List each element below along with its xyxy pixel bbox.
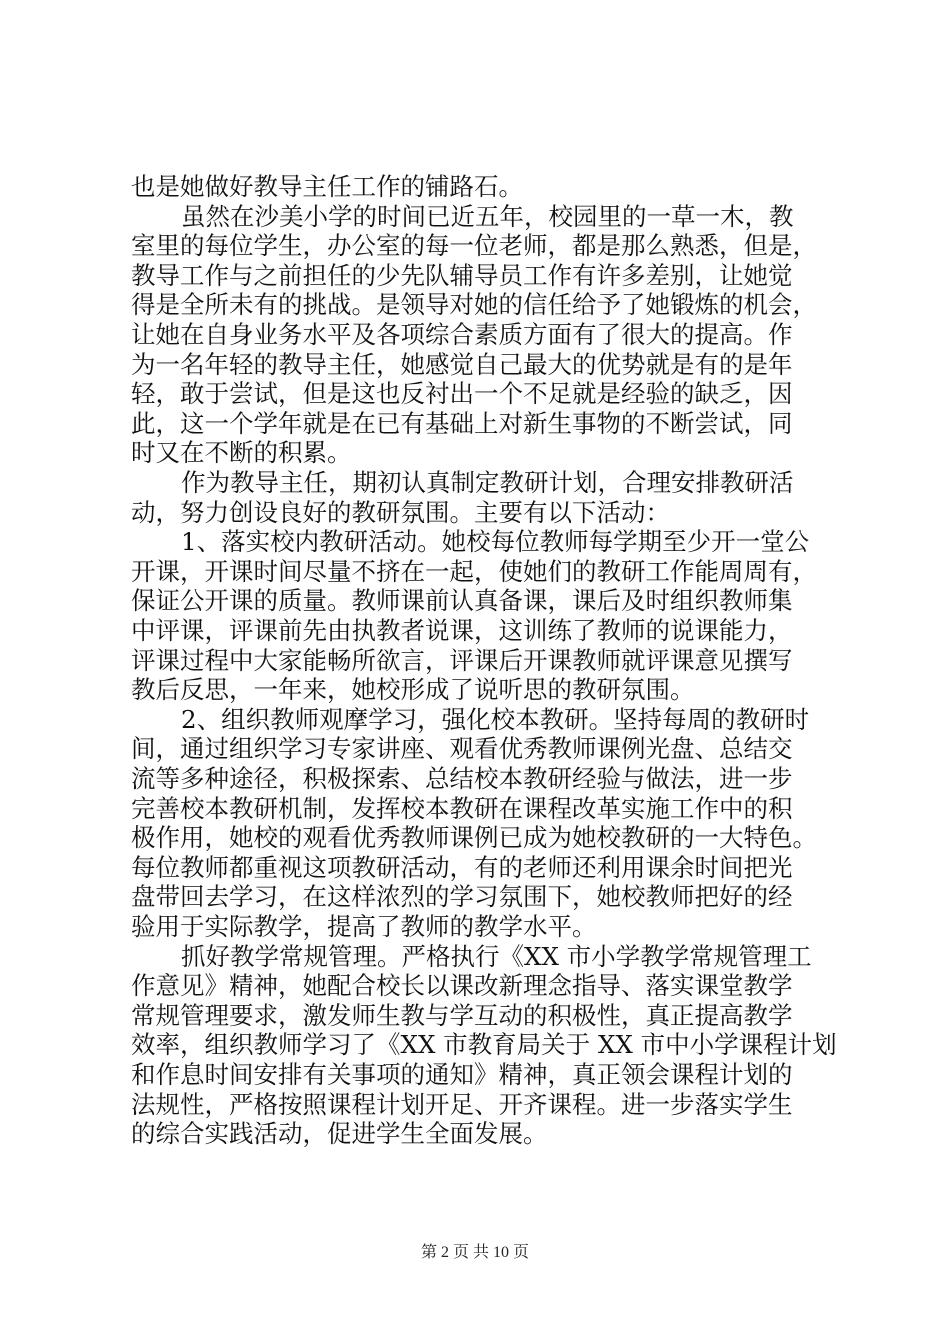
- text-line: 效率，组织教师学习了《XX 市教育局关于 XX 市中小学课程计划: [131, 1030, 837, 1059]
- text-line: 让她在自身业务水平及各项综合素质方面有了很大的提高。作: [131, 320, 793, 349]
- text-line: 轻，敢于尝试，但是这也反衬出一个不足就是经验的缺乏，因: [131, 379, 793, 408]
- text-line: 每位教师都重视这项教研活动，有的老师还利用课余时间把光: [131, 853, 793, 882]
- text-line: 为一名年轻的教导主任，她感觉自己最大的优势就是有的是年: [131, 350, 793, 379]
- text-line: 教导工作与之前担任的少先队辅导员工作有许多差别，让她觉: [131, 261, 793, 290]
- text-line: 法规性，严格按照课程计划开足、开齐课程。进一步落实学生: [131, 1090, 793, 1119]
- text-line: 常规管理要求，激发师生教与学互动的积极性，真正提高教学: [131, 1001, 793, 1030]
- text-line: 此，这一个学年就是在已有基础上对新生事物的不断尝试，同: [131, 409, 793, 438]
- text-line: 评课过程中大家能畅所欲言，评课后开课教师就评课意见撰写: [131, 646, 793, 675]
- text-line: 也是她做好教导主任工作的铺路石。: [131, 172, 523, 201]
- text-line: 虽然在沙美小学的时间已近五年，校园里的一草一木，教: [181, 202, 794, 231]
- text-line: 完善校本教研机制，发挥校本教研在课程改革实施工作中的积: [131, 794, 793, 823]
- text-line: 教后反思，一年来，她校形成了说听思的教研氛围。: [131, 675, 695, 704]
- text-line: 验用于实际教学，提高了教师的教学水平。: [131, 912, 597, 941]
- text-line: 抓好教学常规管理。严格执行《XX 市小学教学常规管理工: [181, 942, 812, 971]
- text-line: 流等多种途径，积极探索、总结校本教研经验与做法，进一步: [131, 764, 793, 793]
- page-footer: 第 2 页 共 10 页: [420, 1244, 529, 1261]
- text-line: 作意见》精神，她配合校长以课改新理念指导、落实课堂教学: [131, 971, 793, 1000]
- text-line: 动，努力创设良好的教研氛围。主要有以下活动：: [131, 498, 670, 527]
- text-line: 中评课，评课前先由执教者说课，这训练了教师的说课能力，: [131, 616, 793, 645]
- text-line: 1、落实校内教研活动。她校每位教师每学期至少开一堂公: [181, 527, 810, 556]
- text-line: 间，通过组织学习专家讲座、观看优秀教师课例光盘、总结交: [131, 734, 793, 763]
- text-line: 保证公开课的质量。教师课前认真备课，课后及时组织教师集: [131, 586, 793, 615]
- text-line: 得是全所未有的挑战。是领导对她的信任给予了她锻炼的机会，: [131, 290, 817, 319]
- text-line: 时又在不断的积累。: [131, 438, 352, 467]
- text-line: 2、组织教师观摩学习，强化校本教研。坚持每周的教研时: [181, 705, 810, 734]
- text-line: 室里的每位学生，办公室的每一位老师，都是那么熟悉，但是，: [131, 231, 817, 260]
- text-line: 的综合实践活动，促进学生全面发展。: [131, 1119, 548, 1148]
- text-line: 和作息时间安排有关事项的通知》精神，真正领会课程计划的: [131, 1060, 793, 1089]
- text-line: 开课，开课时间尽量不挤在一起，使她们的教研工作能周周有，: [131, 557, 817, 586]
- text-line: 盘带回去学习，在这样浓烈的学习氛围下，她校教师把好的经: [131, 882, 793, 911]
- text-line: 极作用，她校的观看优秀教师课例已成为她校教研的一大特色。: [131, 823, 817, 852]
- text-line: 作为教导主任，期初认真制定教研计划，合理安排教研活: [181, 468, 794, 497]
